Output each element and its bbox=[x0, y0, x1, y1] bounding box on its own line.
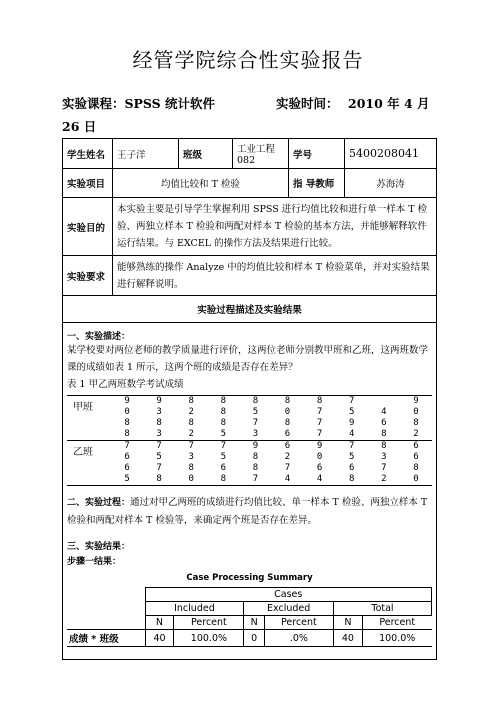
score-cell: 8 bbox=[252, 452, 259, 462]
score-cell: 0 bbox=[400, 474, 432, 486]
score-cell: 9 bbox=[316, 441, 323, 451]
score-cell: 5 bbox=[207, 429, 239, 441]
score-cell: 5 bbox=[156, 452, 162, 462]
class-value: 工业工程 082 bbox=[233, 139, 289, 169]
score-row bbox=[67, 452, 432, 463]
score-cell: 0 bbox=[284, 407, 291, 417]
step1-label: 步骤一结果： bbox=[67, 557, 122, 567]
score-cell: 8 bbox=[175, 396, 207, 408]
score-cell: 9 bbox=[143, 396, 175, 408]
class-b-label: 乙班 bbox=[73, 446, 93, 458]
percent-header: Percent bbox=[174, 616, 244, 630]
id-value: 5400208041 bbox=[345, 139, 437, 169]
score-cell: 5 bbox=[111, 474, 143, 486]
score-cell: 7 bbox=[381, 463, 387, 473]
score-cell: 8 bbox=[413, 418, 419, 428]
value-cell: 40 bbox=[145, 630, 174, 647]
score-cell: 4 bbox=[304, 474, 336, 486]
score-row bbox=[67, 463, 432, 474]
score-cell: 7 bbox=[156, 463, 162, 473]
score-cell: 2 bbox=[400, 429, 432, 441]
score-cell: 6 bbox=[316, 463, 323, 473]
score-row bbox=[67, 396, 432, 408]
cases-header: Cases bbox=[145, 588, 432, 602]
requirement-text: 能够熟练的操作 Analyze 中的均值比较和样本 T 检验菜单，并对实验结果进行解释说明。 bbox=[113, 256, 437, 296]
score-cell: 8 bbox=[284, 418, 291, 428]
value-cell: 100.0% bbox=[174, 630, 244, 647]
score-cell: 7 bbox=[284, 463, 291, 473]
score-cell: 8 bbox=[143, 474, 175, 486]
score-cell: 0 bbox=[316, 452, 323, 462]
score-cell: 7 bbox=[316, 407, 323, 417]
id-label: 学号 bbox=[289, 139, 345, 169]
score-cell: 2 bbox=[188, 407, 194, 417]
score-cell: 8 bbox=[413, 463, 419, 473]
row-label: 成绩 * 班级 bbox=[67, 630, 145, 647]
score-cell: 8 bbox=[124, 418, 130, 428]
report-table bbox=[62, 138, 437, 660]
student-name: 王子洋 bbox=[113, 139, 179, 169]
score-row bbox=[67, 429, 432, 441]
score-cell: 0 bbox=[413, 407, 419, 417]
score-cell: 4 bbox=[381, 407, 387, 417]
score-cell: 6 bbox=[271, 429, 303, 441]
score-cell: 7 bbox=[304, 429, 336, 441]
score-cell: 5 bbox=[220, 452, 227, 462]
purpose-label: 实验目的 bbox=[63, 198, 113, 256]
section2-text: 通过对甲乙两班的成绩进行均值比较、单一样本 T 检验、两独立样本 T 检验和两配对样本 T 检验等，来确定两个班是否存在差异。 bbox=[67, 497, 428, 526]
student-label: 学生姓名 bbox=[63, 139, 113, 169]
score-cell: 7 bbox=[188, 441, 194, 451]
n-header: N bbox=[333, 616, 362, 630]
project-value: 均值比较和 T 检验 bbox=[113, 169, 289, 198]
section1-heading: 一、实验描述： bbox=[67, 332, 131, 342]
score-cell: 8 bbox=[239, 396, 271, 408]
score-row bbox=[67, 407, 432, 418]
score-cell: 4 bbox=[271, 474, 303, 486]
project-label: 实验项目 bbox=[63, 169, 113, 198]
value-cell: .0% bbox=[264, 630, 333, 647]
time-value: 2010 年 4 月 bbox=[348, 96, 430, 111]
score-cell: 7 bbox=[124, 441, 130, 451]
section3-heading: 三、实验结果： bbox=[67, 542, 131, 552]
score-cell: 5 bbox=[348, 452, 355, 462]
course-label: 实验课程：SPSS 统计软件 bbox=[62, 96, 216, 111]
score-cell: 2 bbox=[368, 474, 400, 486]
process-header: 实验过程描述及实验结果 bbox=[63, 296, 437, 323]
score-cell: 9 bbox=[252, 441, 259, 451]
score-row bbox=[67, 441, 432, 453]
case-summary-title: Case Processing Summary bbox=[186, 573, 313, 583]
score-cell: 8 bbox=[188, 418, 194, 428]
time-label: 实验时间： bbox=[276, 96, 339, 111]
score-cell: 7 bbox=[336, 396, 368, 408]
score-cell: 7 bbox=[156, 441, 162, 451]
score-cell: 8 bbox=[336, 474, 368, 486]
score-cell: 6 bbox=[381, 418, 387, 428]
score-cell: 0 bbox=[124, 407, 130, 417]
score-cell: 5 bbox=[252, 407, 259, 417]
score-cell: 8 bbox=[111, 429, 143, 441]
value-cell: 100.0% bbox=[362, 630, 431, 647]
score-cell: 7 bbox=[239, 474, 271, 486]
score-cell: 6 bbox=[284, 441, 291, 451]
score-cell: 8 bbox=[304, 396, 336, 408]
requirement-label: 实验要求 bbox=[63, 256, 113, 296]
section2-heading: 二、实验过程： bbox=[67, 498, 131, 508]
score-row bbox=[67, 418, 432, 429]
score-cell: 0 bbox=[175, 474, 207, 486]
score-cell: 9 bbox=[111, 396, 143, 408]
class-label: 班级 bbox=[179, 139, 233, 169]
scores-table bbox=[67, 395, 432, 486]
report-title: 经管学院综合性实验报告 bbox=[132, 48, 364, 72]
score-cell: 8 bbox=[368, 429, 400, 441]
score-cell: 8 bbox=[207, 474, 239, 486]
score-cell: 6 bbox=[124, 452, 130, 462]
score-cell: 8 bbox=[271, 396, 303, 408]
table1-caption: 表 1 甲乙两班数学考试成绩 bbox=[67, 379, 184, 390]
value-cell: 40 bbox=[333, 630, 362, 647]
section1-text: 某学校要对两位老师的教学质量进行评价，这两位老师分别教甲班和乙班，这两班数学课的成绩如表 1 所示，这两个班的成绩是否存在差异？ bbox=[67, 345, 429, 373]
score-cell: 7 bbox=[252, 418, 259, 428]
score-cell: 6 bbox=[413, 452, 419, 462]
score-cell: 9 bbox=[400, 396, 432, 408]
score-cell: 7 bbox=[316, 418, 323, 428]
score-cell: 6 bbox=[348, 463, 355, 473]
teacher-value: 苏海涛 bbox=[345, 169, 437, 198]
process-body bbox=[63, 323, 437, 660]
score-cell: 3 bbox=[156, 407, 162, 417]
included-header: Included bbox=[145, 602, 244, 616]
excluded-header: Excluded bbox=[244, 602, 334, 616]
score-cell: 2 bbox=[175, 429, 207, 441]
score-cell: 8 bbox=[156, 418, 162, 428]
case-summary-row bbox=[67, 630, 432, 647]
score-cell: 5 bbox=[348, 407, 355, 417]
total-header: Total bbox=[333, 602, 431, 616]
case-summary-table bbox=[67, 587, 432, 647]
score-cell: 7 bbox=[348, 441, 355, 451]
score-cell: 2 bbox=[284, 452, 291, 462]
score-cell: 6 bbox=[413, 441, 419, 451]
score-cell bbox=[368, 396, 400, 408]
percent-header: Percent bbox=[264, 616, 333, 630]
score-cell: 8 bbox=[207, 396, 239, 408]
n-header: N bbox=[145, 616, 174, 630]
score-cell: 3 bbox=[239, 429, 271, 441]
score-cell: 8 bbox=[188, 463, 194, 473]
teacher-label: 指 导教师 bbox=[289, 169, 345, 198]
score-cell: 6 bbox=[124, 463, 130, 473]
score-cell: 3 bbox=[143, 429, 175, 441]
score-cell: 8 bbox=[220, 418, 227, 428]
section2 bbox=[67, 494, 432, 529]
score-cell: 8 bbox=[381, 441, 387, 451]
score-cell: 8 bbox=[252, 463, 259, 473]
score-row bbox=[67, 474, 432, 486]
class-a-label: 甲班 bbox=[67, 396, 111, 419]
score-cell: 3 bbox=[188, 452, 194, 462]
score-cell: 8 bbox=[220, 407, 227, 417]
n-header: N bbox=[244, 616, 265, 630]
score-cell: 3 bbox=[381, 452, 387, 462]
time-continued: 26 日 bbox=[62, 119, 97, 134]
score-cell: 4 bbox=[336, 429, 368, 441]
percent-header: Percent bbox=[362, 616, 431, 630]
score-cell: 9 bbox=[348, 418, 355, 428]
score-cell: 7 bbox=[220, 441, 227, 451]
score-cell: 6 bbox=[220, 463, 227, 473]
purpose-text: 本实验主要是引导学生掌握利用 SPSS 进行均值比较和进行单一样本 T 检验、两独立样本 T 检验和两配对样本 T 检验的基本方法，并能够解释软件运行结果。与 EXCEL 的操作方法及结果进行比较。 bbox=[113, 198, 437, 256]
value-cell: 0 bbox=[244, 630, 265, 647]
